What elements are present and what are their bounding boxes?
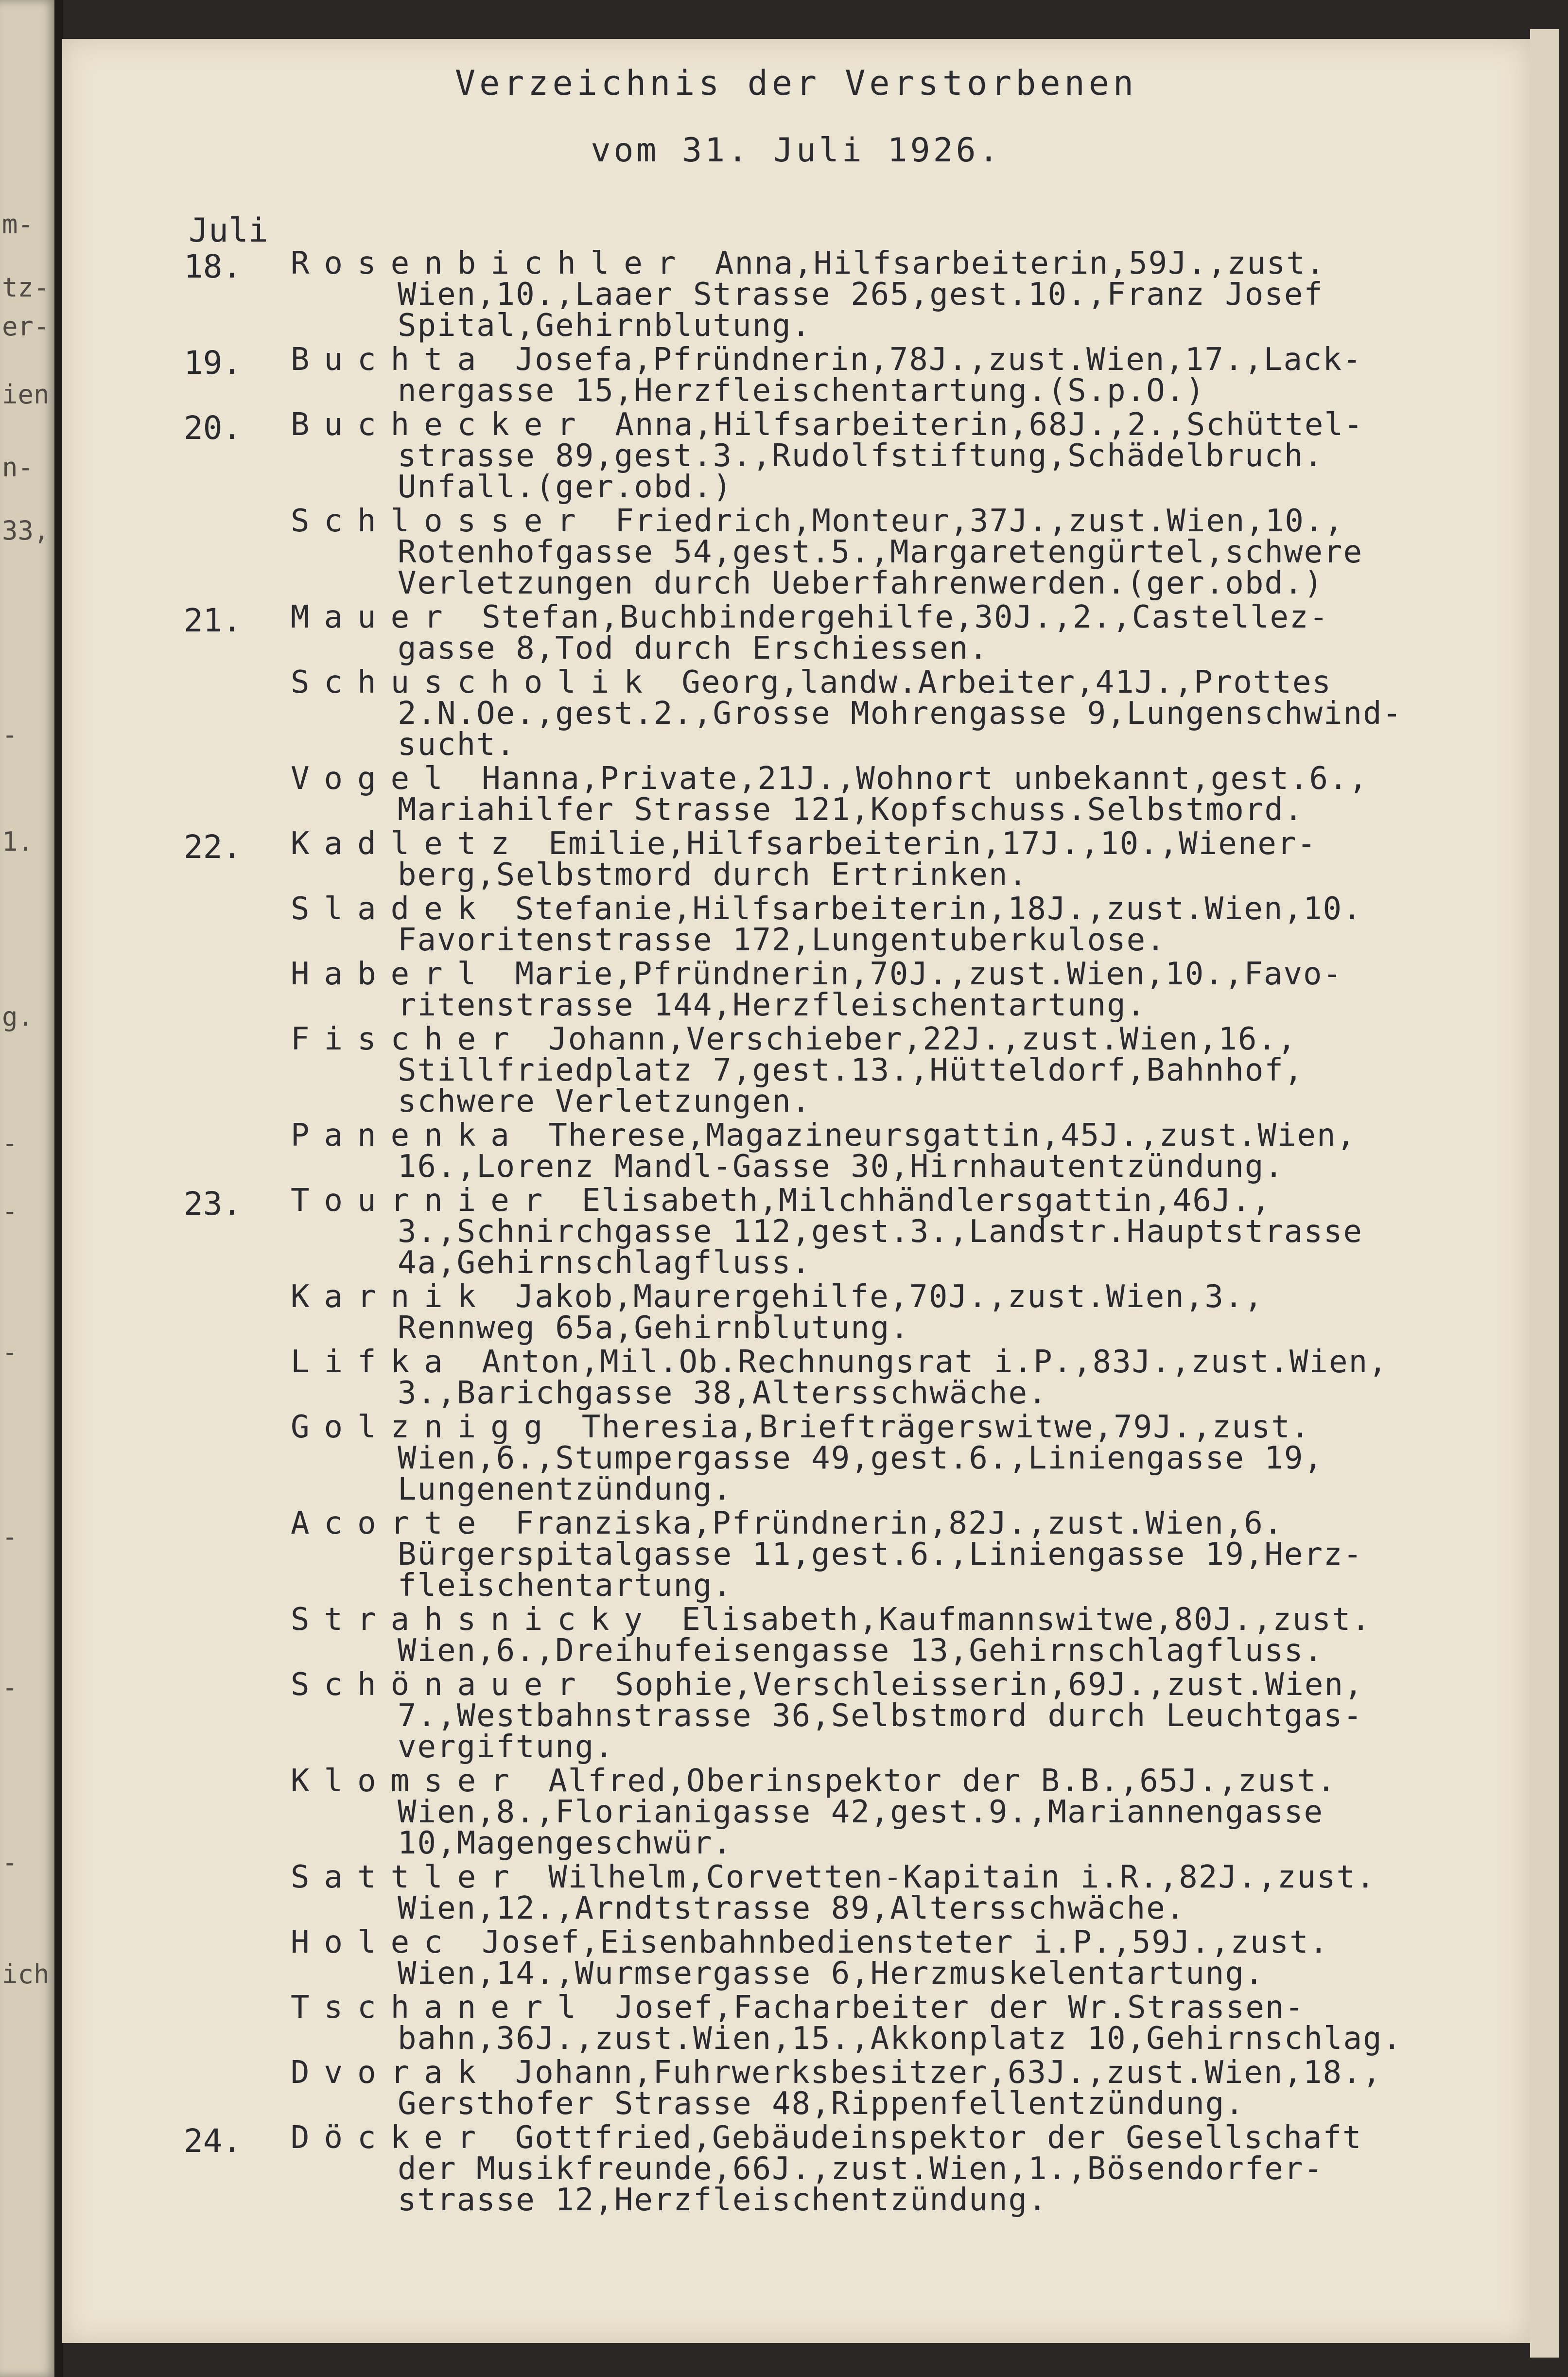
entry-first-line [291,664,1332,700]
entry-continuation-line: gasse 8,Tod durch Erschiessen. [398,630,989,666]
entry-surname: Acorte [291,1505,491,1541]
entry-day: 19. [184,344,242,382]
margin-fragment: n- [2,452,34,483]
entry-continuation-line: vergiftung. [398,1729,614,1765]
entry-continuation-line: Wien,14.,Wurmsergasse 6,Herzmuskelentartung. [398,1956,1265,1992]
entry-first-line [291,1021,1297,1057]
entry-details: Josefa,Pfründnerin,78J.,zust.Wien,17.,Lack- [495,342,1362,378]
entry-first-line [291,761,1369,797]
entry-continuation-line: Wien,12.,Arndtstrasse 89,Altersschwäche. [398,1890,1186,1926]
entry-surname: Schlosser [291,503,591,539]
entry-details: Anna,Hilfsarbeiterin,68J.,2.,Schüttel- [595,407,1364,443]
entry-continuation-line: ritenstrasse 144,Herzfleischentartung. [398,987,1147,1023]
entry-details: Therese,Magazineursgattin,45J.,zust.Wien, [528,1118,1357,1154]
entry-first-line [291,599,1329,635]
entry-first-line [291,2055,1382,2091]
entry-first-line [291,245,1326,281]
entry-continuation-line: 7.,Westbahnstrasse 36,Selbstmord durch Leuchtgas- [398,1698,1363,1734]
entry-first-line [291,893,1362,925]
entry-continuation-line: Mariahilfer Strasse 121,Kopfschuss.Selbstmord. [398,792,1304,828]
entry-details: Sophie,Verschleisserin,69J.,zust.Wien, [595,1667,1364,1703]
entry-continuation-line: 3.,Barichgasse 38,Altersschwäche. [398,1375,1048,1411]
margin-fragment: ien [2,379,50,410]
entry-details: Stefan,Buchbindergehilfe,30J.,2.,Castellez- [462,599,1329,635]
margin-fragment: 33, [2,515,50,546]
entry-first-line [291,1602,1371,1638]
document-title: Verzeichnis der Verstorbenen [454,63,1138,103]
margin-fragment: tz- [2,272,50,303]
page-edge [1530,29,1559,2358]
entry-details: Stefanie,Hilfsarbeiterin,18J.,zust.Wien,10. [495,891,1362,927]
entry-continuation-line: 3.,Schnirchgasse 112,gest.3.,Landstr.Hauptstrasse [398,1214,1363,1250]
entry-continuation-line: Rennweg 65a,Gehirnblutung. [398,1310,910,1346]
entry-surname: Dvorak [291,2055,491,2091]
entry-details: Marie,Pfründnerin,70J.,zust.Wien,10.,Favo- [495,956,1343,992]
entry-day: 18. [184,248,242,285]
entry-continuation-line: 2.N.Oe.,gest.2.,Grosse Mohrengasse 9,Lungenschwind- [398,696,1403,732]
entry-first-line [291,1409,1311,1445]
entry-surname: Sladek [291,891,491,927]
entry-surname: Holec [291,1924,457,1960]
entry-surname: Tschanerl [291,1990,591,2026]
entry-first-line [291,1667,1364,1703]
entry-surname: Rosenbichler [291,245,691,281]
entry-first-line [291,1118,1357,1154]
entry-details: Jakob,Maurergehilfe,70J.,zust.Wien,3., [495,1279,1264,1315]
entry-first-line [291,956,1343,992]
entry-surname: Panenka [291,1118,524,1154]
entry-continuation-line: Gersthofer Strasse 48,Rippenfellentzündung. [398,2086,1245,2122]
entry-first-line [291,407,1364,443]
entry-details: Anna,Hilfsarbeiterin,59J.,zust. [695,245,1326,281]
entry-surname: Klomser [291,1763,524,1799]
entry-details: Franziska,Pfründnerin,82J.,zust.Wien,6. [495,1505,1284,1541]
entry-surname: Haberl [291,956,491,992]
entry-continuation-line: der Musikfreunde,66J.,zust.Wien,1.,Bösendorfer- [398,2151,1324,2187]
month-heading: Juli [189,211,268,250]
entry-details: Josef,Facharbeiter der Wr.Strassen- [595,1990,1305,2026]
margin-fragment: m- [2,209,34,240]
entry-continuation-line: nergasse 15,Herzfleischentartung.(S.p.O.) [398,373,1205,409]
entry-details: Hanna,Private,21J.,Wohnort unbekannt,gest.6., [462,761,1369,797]
entry-continuation-line: 10,Magengeschwür. [398,1825,733,1861]
entry-continuation-line: Favoritenstrasse 172,Lungentuberkulose. [398,922,1166,958]
margin-fragment: er- [2,311,50,342]
entry-continuation-line: 16.,Lorenz Mandl-Gasse 30,Hirnhautentzündung. [398,1149,1284,1185]
entry-surname: Strahsnicky [291,1602,657,1638]
entry-details: Gottfried,Gebäudeinspektor der Gesellschaft [495,2120,1362,2156]
margin-fragment: - [2,1672,18,1703]
entry-surname: Vogel [291,761,457,797]
document-date: vom 31. Juli 1926. [591,131,1002,170]
entry-surname: Karnik [291,1279,491,1315]
entry-surname: Döcker [291,2120,491,2156]
entry-surname: Tournier [291,1183,558,1219]
entry-continuation-line: Verletzungen durch Ueberfahrenwerden.(ger.obd.) [398,565,1324,601]
entry-continuation-line: schwere Verletzungen. [398,1084,812,1119]
entry-first-line [291,826,1317,862]
margin-fragment: - [2,1847,18,1878]
margin-fragment: - [2,1128,18,1158]
entry-first-line [291,1505,1284,1541]
entry-continuation-line: berg,Selbstmord durch Ertrinken. [398,857,1028,893]
entry-continuation-line: sucht. [398,727,516,763]
entry-details: Friedrich,Monteur,37J.,zust.Wien,10., [595,503,1344,539]
entry-day: 21. [184,602,242,639]
entry-continuation-line: bahn,36J.,zust.Wien,15.,Akkonplatz 10,Gehirnschlag. [398,2021,1403,2057]
entry-first-line [291,2120,1362,2156]
entry-details: Georg,landw.Arbeiter,41J.,Prottes [662,664,1332,700]
entry-details: Elisabeth,Kaufmannswitwe,80J.,zust. [662,1602,1371,1638]
entry-first-line [291,342,1362,378]
entry-surname: Lifka [291,1344,457,1380]
entry-day: 22. [184,828,242,866]
entry-continuation-line: strasse 89,gest.3.,Rudolfstiftung,Schädelbruch. [398,438,1324,474]
entry-continuation-line: Wien,6.,Dreihufeisengasse 13,Gehirnschlagfluss. [398,1633,1324,1669]
entry-details: Johann,Verschieber,22J.,zust.Wien,16., [528,1021,1297,1057]
entry-first-line [291,1859,1376,1895]
entry-surname: Kadletz [291,826,524,862]
document-page [62,39,1530,2343]
entry-details: Elisabeth,Milchhändlersgattin,46J., [562,1183,1272,1219]
previous-page-edge [0,0,57,2377]
entry-surname: Golznigg [291,1409,558,1445]
entry-surname: Schuscholik [291,664,657,700]
entry-details: Josef,Eisenbahnbediensteter i.P.,59J.,zust. [462,1924,1329,1960]
entry-continuation-line: Wien,6.,Stumpergasse 49,gest.6.,Liniengasse 19, [398,1440,1324,1476]
margin-fragment: g. [2,1001,34,1032]
margin-fragment: - [2,719,18,750]
entry-details: Wilhelm,Corvetten-Kapitain i.R.,82J.,zust. [528,1859,1376,1895]
margin-fragment: - [2,1196,18,1226]
entry-first-line [291,1346,1388,1378]
entry-continuation-line: Rotenhofgasse 54,gest.5.,Margaretengürtel,schwere [398,534,1363,570]
entry-surname: Sattler [291,1859,524,1895]
entry-surname: Schönauer [291,1667,591,1703]
entry-details: Anton,Mil.Ob.Rechnungsrat i.P.,83J.,zust.Wien, [462,1344,1388,1380]
entry-first-line [291,1990,1305,2026]
entry-first-line [291,1183,1272,1219]
entry-continuation-line: Wien,8.,Florianigasse 42,gest.9.,Mariannengasse [398,1794,1324,1830]
entry-first-line [291,503,1344,539]
entry-details: Emilie,Hilfsarbeiterin,17J.,10.,Wiener- [528,826,1317,862]
entry-continuation-line: 4a,Gehirnschlagfluss. [398,1245,812,1281]
entry-continuation-line: strasse 12,Herzfleischentzündung. [398,2182,1048,2218]
margin-fragment: ich [2,1959,50,1990]
entry-continuation-line: Wien,10.,Laaer Strasse 265,gest.10.,Franz Josef [398,277,1324,313]
entry-surname: Buchta [291,342,491,378]
entry-day: 23. [184,1185,242,1223]
entry-first-line [291,1279,1264,1315]
entry-continuation-line: fleischentartung. [398,1568,733,1604]
entry-day: 24. [184,2122,242,2160]
entry-surname: Buchecker [291,407,591,443]
entry-continuation-line: Unfall.(ger.obd.) [398,469,733,505]
entry-day: 20. [184,409,242,447]
margin-fragment: - [2,1521,18,1552]
entry-details: Theresia,Briefträgerswitwe,79J.,zust. [562,1409,1311,1445]
entry-surname: Mauer [291,599,457,635]
margin-fragment: - [2,1337,18,1367]
entry-continuation-line: Spital,Gehirnblutung. [398,308,812,344]
entry-continuation-line: Stillfriedplatz 7,gest.13.,Hütteldorf,Bahnhof, [398,1052,1304,1088]
margin-fragment: 1. [2,826,34,857]
entry-continuation-line: Bürgerspitalgasse 11,gest.6.,Liniengasse 19,Herz- [398,1537,1363,1573]
entry-first-line [291,1924,1329,1960]
entry-surname: Fischer [291,1021,524,1057]
entry-continuation-line: Lungenentzündung. [398,1471,733,1507]
entry-first-line [291,1765,1337,1797]
entry-details: Alfred,Oberinspektor der B.B.,65J.,zust. [528,1763,1337,1799]
entry-details: Johann,Fuhrwerksbesitzer,63J.,zust.Wien,18., [495,2055,1382,2091]
